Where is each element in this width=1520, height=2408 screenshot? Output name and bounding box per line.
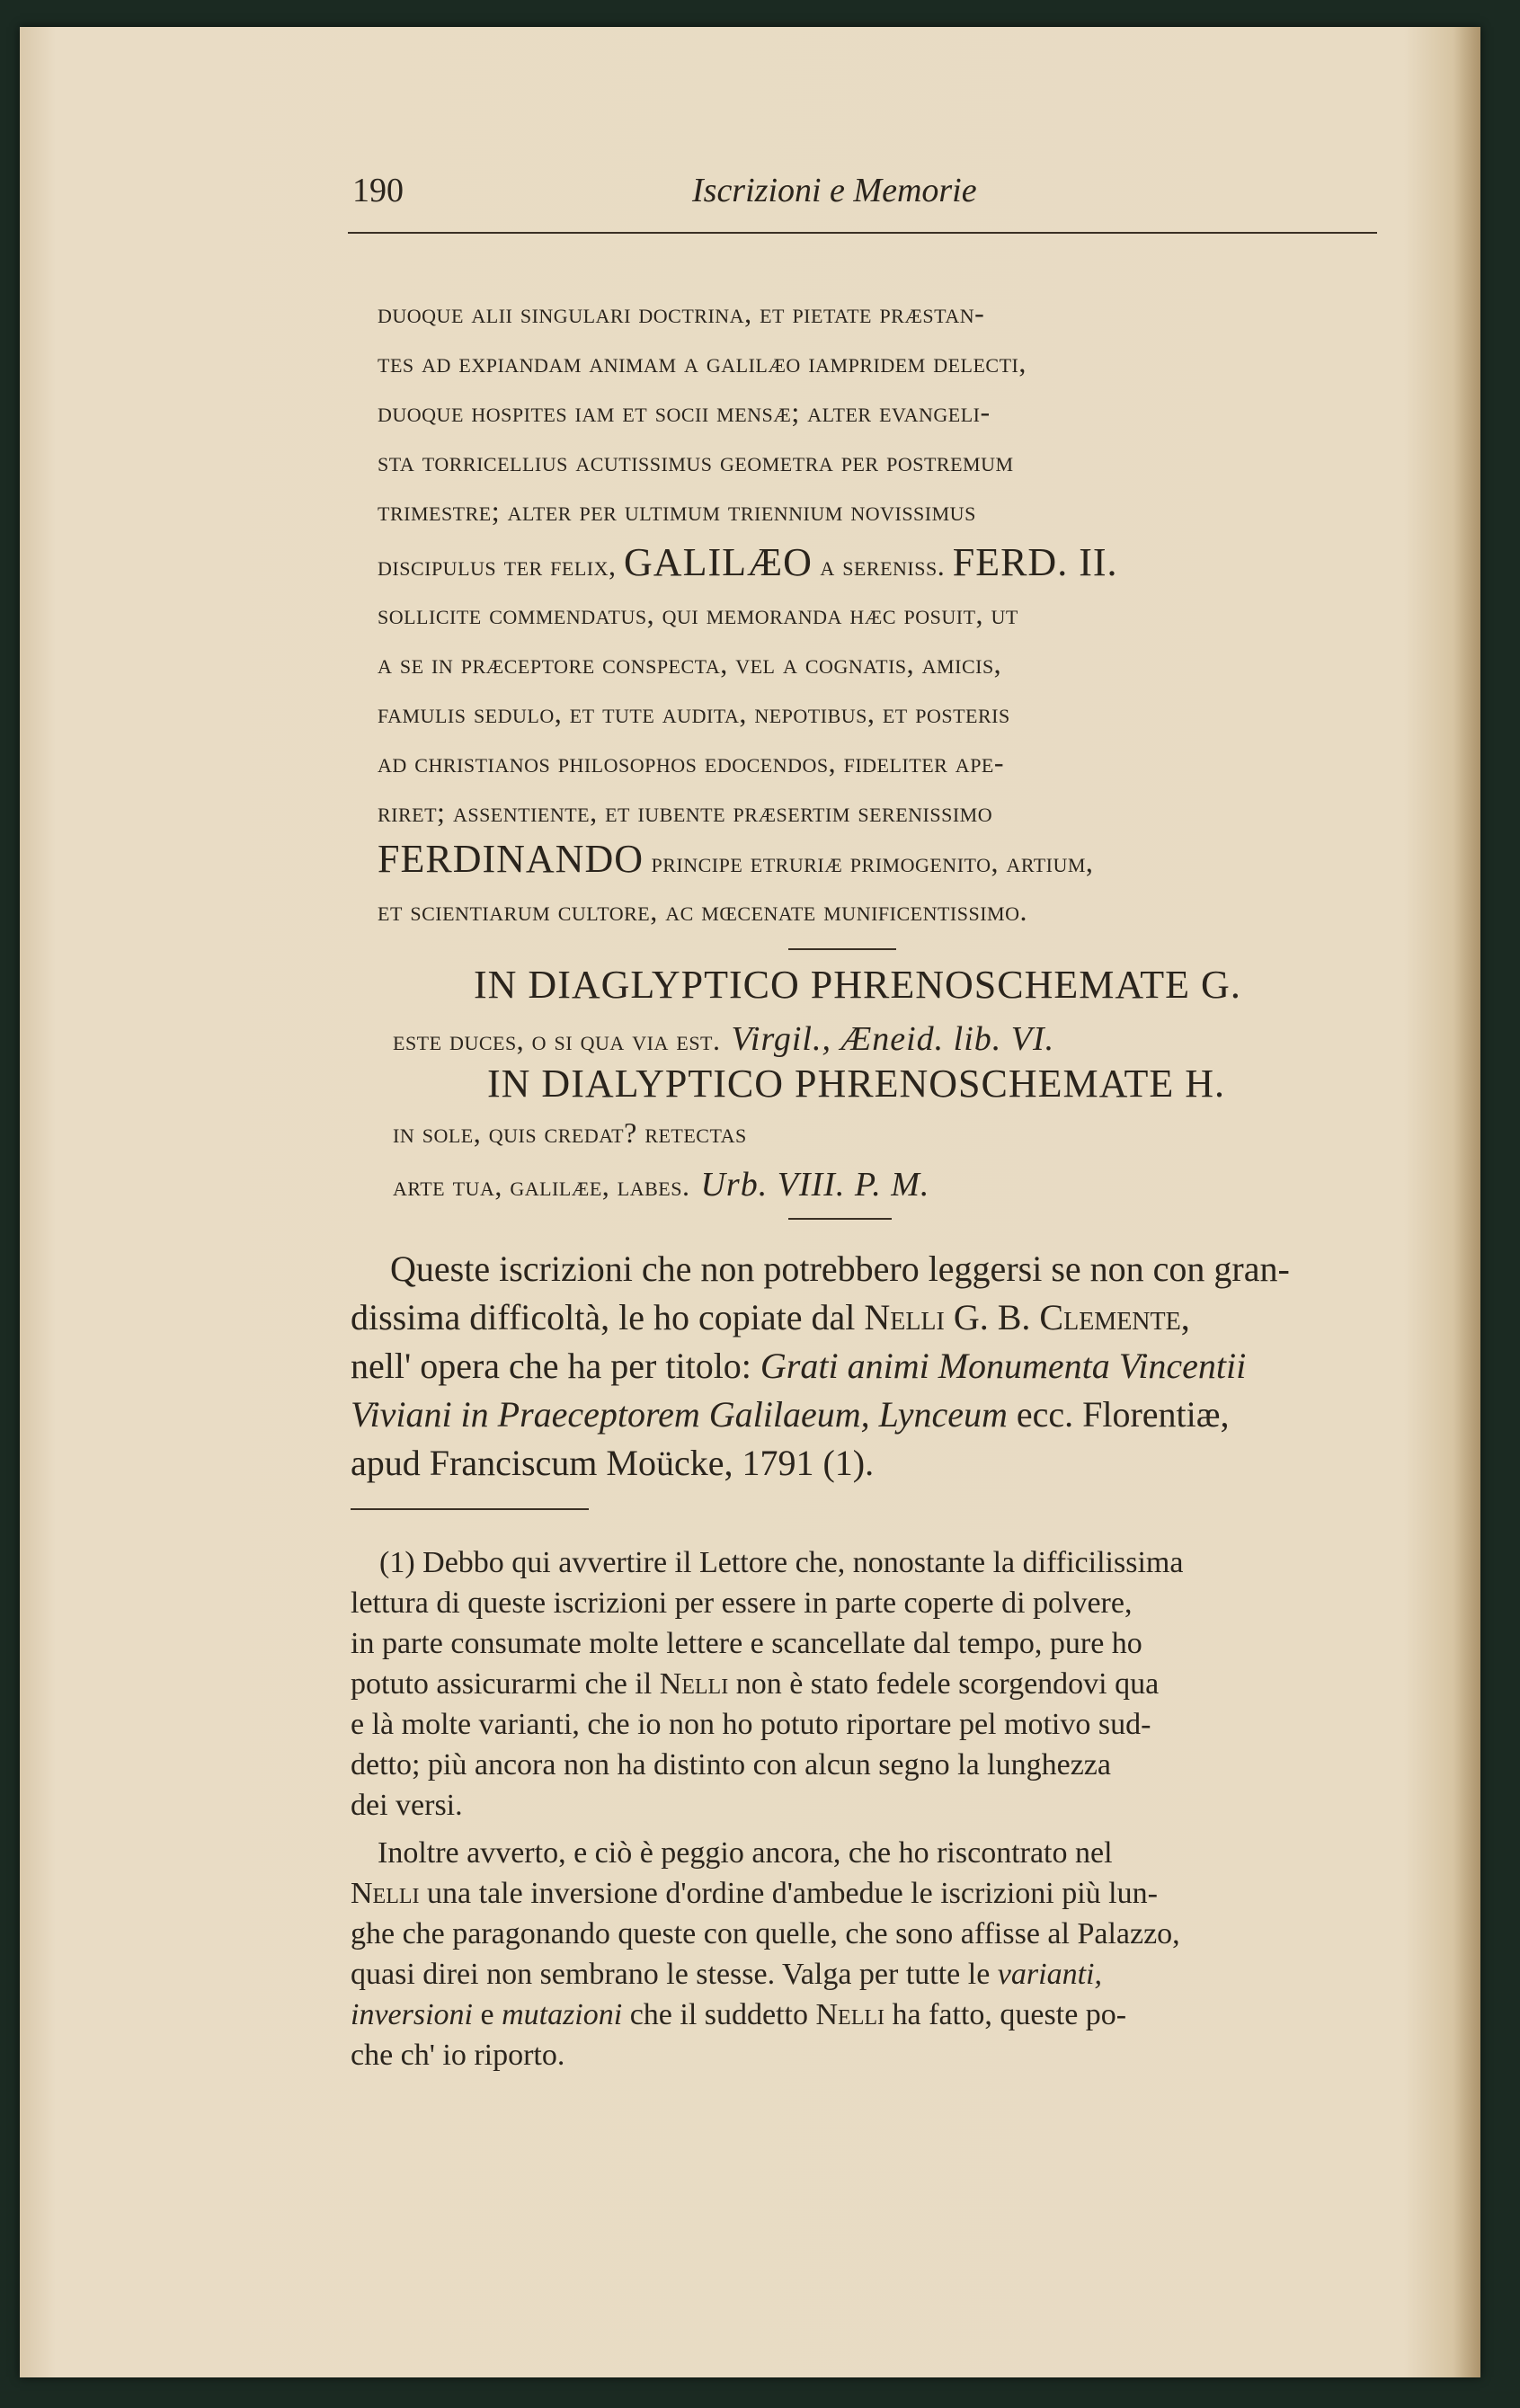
footnote-p2-line-5-b: e <box>480 1998 494 2031</box>
inscription-line-2: tes ad expiandam animam a galilæo iampridem delecti, <box>378 346 1027 378</box>
footnote-line-2: lettura di queste iscrizioni per essere in parte coperte di polvere, <box>351 1586 1133 1620</box>
footnote-p2-line-2 <box>351 1877 1158 1911</box>
verse-h-line-1: in sole, quis credat? retectas <box>393 1116 747 1149</box>
body-line-3-a: nell' opera che ha per titolo: <box>351 1346 751 1386</box>
footnote-line-4-a: potuto assicurarmi che il <box>351 1667 653 1701</box>
footnote-p2-line-1: Inoltre avverto, e ciò è peggio ancora, che ho riscontrato nel <box>378 1836 1113 1870</box>
inscription-line-10: ad christianos philosophos edocendos, fideliter ape- <box>378 746 1005 778</box>
page-edge-shadow <box>1453 27 1480 2377</box>
inscription-ferd: FERD. II. <box>952 540 1118 584</box>
inscription-line-5: trimestre; alter per ultimum triennium novissimus <box>378 494 976 527</box>
footnote-p2-line-5-d: che il suddetto <box>629 1998 808 2031</box>
footnote-nelli-2: Nelli <box>351 1877 420 1910</box>
verse-h2-cite: Urb. VIII. P. M. <box>700 1166 930 1204</box>
footnote-p2-line-4-a: quasi direi non sembrano le stesse. Valga per tutte le <box>351 1958 991 1991</box>
footnote-p2-line-4 <box>351 1958 1102 1992</box>
footnote-nelli-1: Nelli <box>659 1667 729 1701</box>
inscription-line-3: duoque hospites iam et socii mensæ; alter evangeli- <box>378 395 991 428</box>
footnote-p2-line-3: ghe che paragonando queste con quelle, che sono affisse al Palazzo, <box>351 1917 1180 1950</box>
header-rule <box>348 232 1377 234</box>
inscription-ferdinando: FERDINANDO <box>378 837 644 881</box>
inscription-line-6-mid: a sereniss. <box>820 549 946 582</box>
inscription-line-12 <box>378 836 1093 882</box>
footnote-nelli-3: Nelli <box>815 1998 885 2031</box>
verse-g-text: este duces, o si qua via est. <box>393 1024 721 1056</box>
work-title-1: Grati animi Monumenta Vincentii <box>760 1346 1247 1386</box>
title-dialyptico-h: IN DIALYPTICO PHRENOSCHEMATE H. <box>487 1062 1226 1106</box>
inscription-line-6-pre: discipulus ter felix, <box>378 549 617 582</box>
word-inversioni: inversioni <box>351 1998 473 2031</box>
separator-rule-1 <box>788 948 896 950</box>
footnote-line-3: in parte consumate molte lettere e scancellate dal tempo, pure ho <box>351 1627 1142 1660</box>
footnote-line-4 <box>351 1667 1159 1702</box>
verse-g-cite: Virgil., Æneid. lib. VI. <box>731 1020 1055 1058</box>
work-title-2: Viviani in Praeceptorem Galilaeum, Lynceum <box>351 1394 1008 1435</box>
body-line-1: Queste iscrizioni che non potrebbero leggersi se non con gran- <box>390 1248 1290 1289</box>
running-title: Iscrizioni e Memorie <box>692 172 977 209</box>
word-mutazioni: mutazioni <box>502 1998 623 2031</box>
footnote-line-5: e là molte varianti, che io non ho potuto riportare pel motivo sud- <box>351 1708 1151 1741</box>
footnote-rule <box>351 1508 589 1510</box>
title-diaglyptico-g: IN DIAGLYPTICO PHRENOSCHEMATE G. <box>474 963 1241 1007</box>
footnote-line-6: detto; più ancora non ha distinto con alcun segno la lunghezza <box>351 1748 1111 1782</box>
verse-h2-text: arte tua, galilæe, labes. <box>393 1169 690 1202</box>
author-nelli-clemente: Nelli G. B. Clemente, <box>864 1297 1190 1337</box>
inscription-line-1: duoque alii singulari doctrina, et pietate præstan- <box>378 297 985 329</box>
footnote-p2-line-6: che ch' io riporto. <box>351 2039 565 2072</box>
inscription-line-13: et scientiarum cultore, ac mœcenate munificentissimo. <box>378 894 1027 927</box>
inscription-line-12-rest: principe etruriæ primogenito, artium, <box>651 846 1094 878</box>
word-varianti: varianti, <box>997 1958 1102 1991</box>
body-line-3 <box>351 1345 1246 1387</box>
verse-g <box>393 1014 1054 1060</box>
footnote-p2-line-5-f: ha fatto, queste po- <box>892 1998 1127 2031</box>
footnote-line-4-c: non è stato fedele scorgendovi qua <box>735 1667 1160 1701</box>
inscription-line-6 <box>378 539 1118 585</box>
inscription-line-11: riret; assentiente, et iubente præsertim serenissimo <box>378 795 993 828</box>
verse-h-line-2 <box>393 1160 929 1205</box>
body-line-4-b: ecc. Florentiæ, <box>1016 1394 1230 1435</box>
body-line-2 <box>351 1296 1190 1338</box>
footnote-p2-line-2-b: una tale inversione d'ordine d'ambedue le iscrizioni più lun- <box>427 1877 1158 1910</box>
body-line-4 <box>351 1393 1229 1435</box>
body-line-5: apud Franciscum Moücke, 1791 (1). <box>351 1443 875 1483</box>
footnote-line-7: dei versi. <box>351 1789 463 1822</box>
separator-rule-2 <box>788 1218 892 1220</box>
inscription-line-9: famulis sedulo, et tute audita, nepotibus, et posteris <box>378 697 1010 729</box>
footnote-line-1: (1) Debbo qui avvertire il Lettore che, nonostante la difficilissima <box>379 1546 1184 1579</box>
footnote-p2-line-5 <box>351 1998 1126 2032</box>
inscription-galilaeo: GALILÆO <box>624 540 813 584</box>
inscription-line-4: sta torricellius acutissimus geometra per postremum <box>378 445 1014 477</box>
inscription-line-7: sollicite commendatus, qui memoranda hæc posuit, ut <box>378 598 1018 630</box>
body-line-2-a: dissima difficoltà, le ho copiate dal <box>351 1297 856 1337</box>
inscription-line-8: a se in præceptore conspecta, vel a cognatis, amicis, <box>378 647 1002 680</box>
page-number: 190 <box>352 172 404 209</box>
book-page <box>20 27 1480 2377</box>
